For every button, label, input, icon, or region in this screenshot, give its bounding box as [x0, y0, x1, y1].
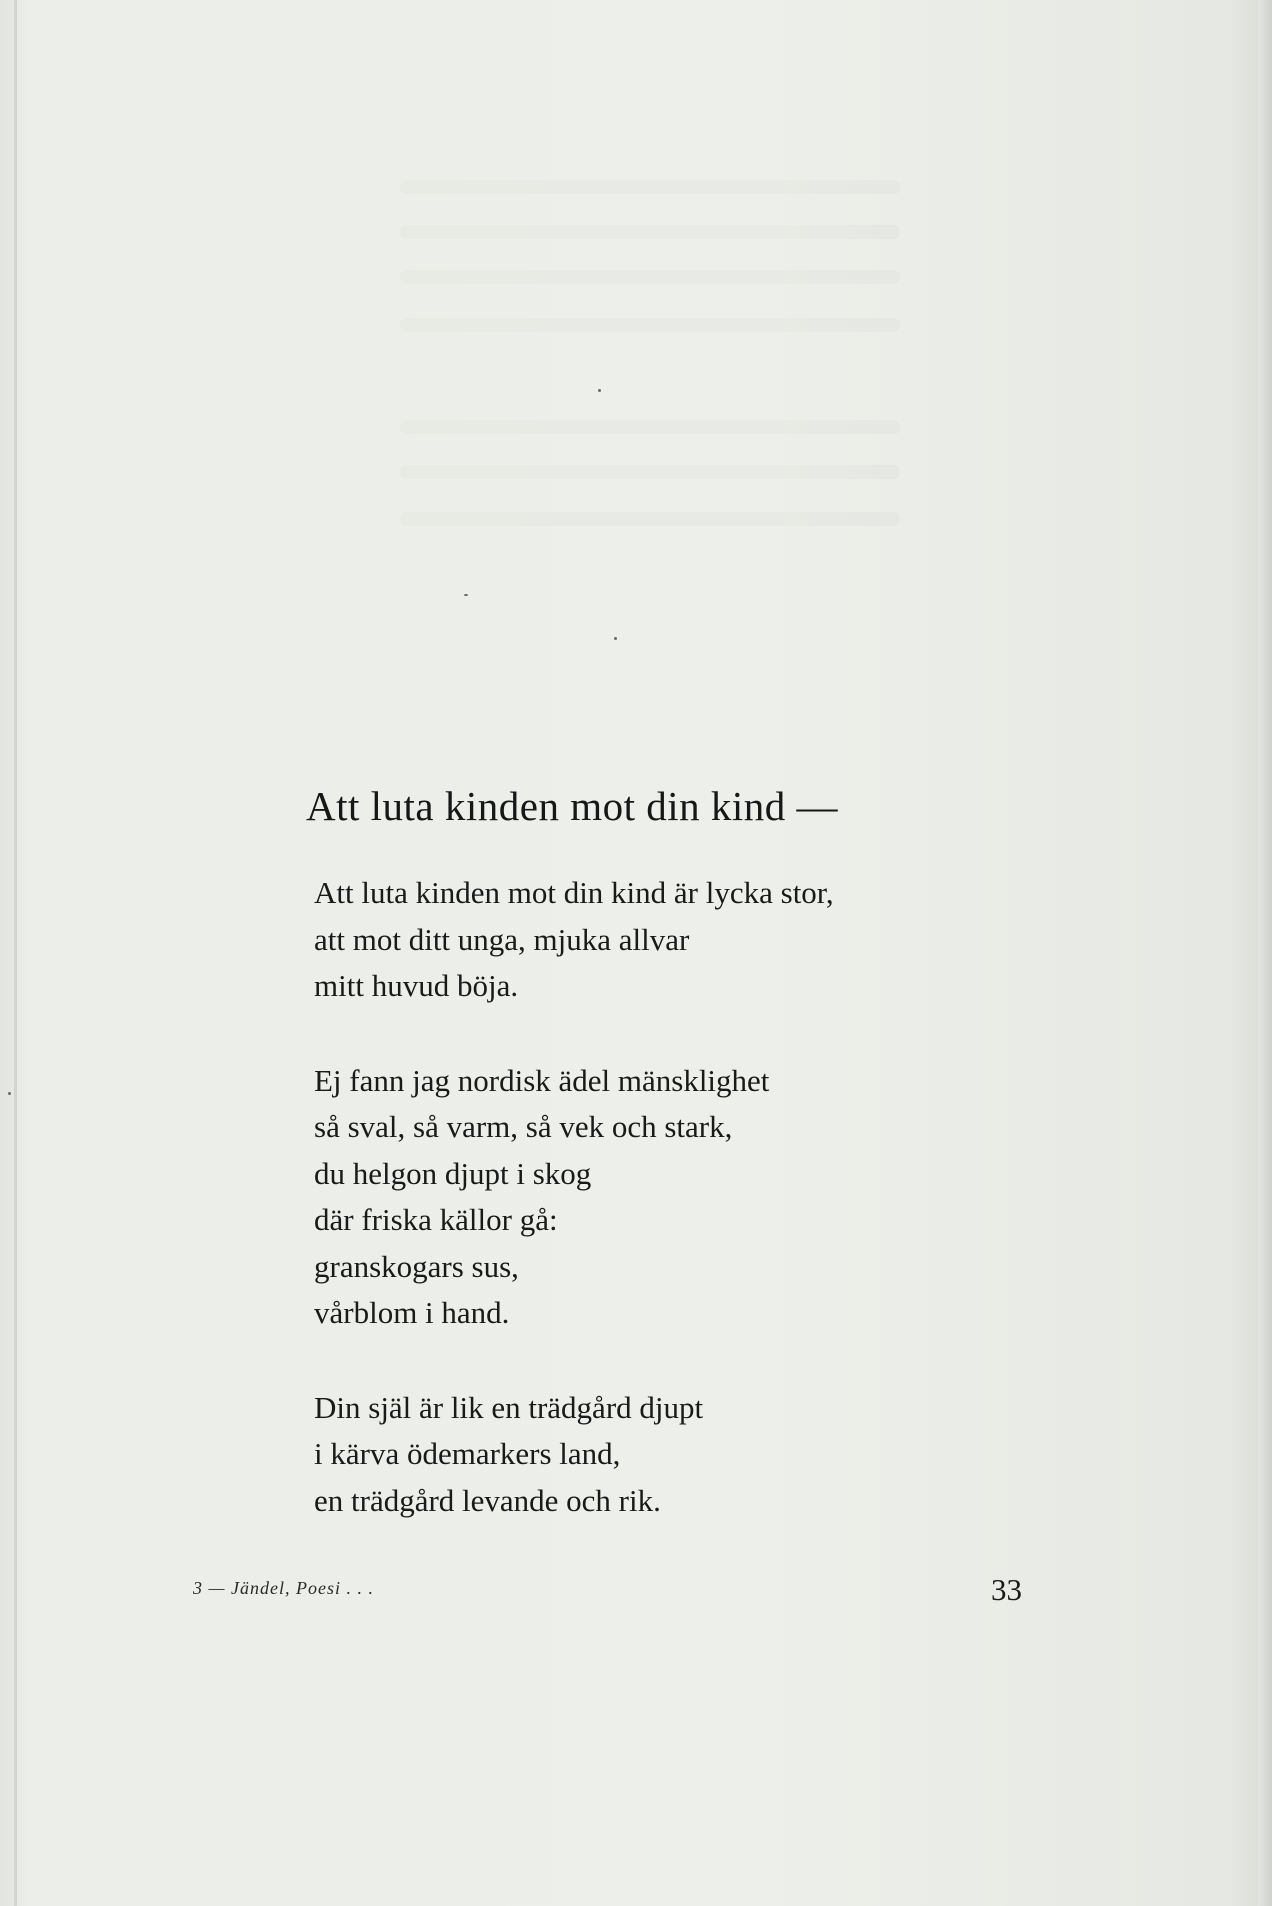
paper-speck — [614, 637, 617, 640]
poem-line: att mot ditt unga, mjuka allvar — [314, 921, 690, 957]
page-right-edge — [1258, 0, 1272, 1906]
poem-line: Din själ är lik en trädgård djupt — [314, 1389, 704, 1425]
show-through-line — [400, 270, 900, 284]
stanza — [314, 1058, 834, 1337]
paper-speck — [598, 389, 601, 392]
page-left-edge — [14, 0, 17, 1906]
poem-body — [314, 870, 834, 1572]
stanza — [314, 870, 834, 1010]
signature-mark: 3 — Jändel, Poesi . . . — [193, 1578, 374, 1598]
show-through-line — [400, 465, 900, 479]
poem-line: Ej fann jag nordisk ädel mänsklighet — [314, 1062, 770, 1098]
page-number: 33 — [991, 1572, 1022, 1607]
poem-title: Att luta kinden mot din kind — — [306, 783, 839, 829]
paper-speck — [8, 1092, 11, 1095]
poem-line: vårblom i hand. — [314, 1295, 510, 1330]
poem-line: Att luta kinden mot din kind är lycka stor, — [314, 875, 834, 910]
poem-line: granskogars sus, — [314, 1248, 519, 1284]
show-through-line — [400, 318, 900, 332]
poem-line: i kärva ödemarkers land, — [314, 1436, 621, 1471]
show-through-line — [400, 180, 900, 194]
show-through-line — [400, 225, 900, 239]
stanza — [314, 1385, 834, 1525]
poem-line: där friska källor gå: — [314, 1202, 558, 1237]
show-through-line — [400, 420, 900, 434]
poem-line: mitt huvud böja. — [314, 968, 519, 1003]
show-through-line — [400, 512, 900, 526]
poem-line: så sval, så varm, så vek och stark, — [314, 1109, 733, 1144]
poem-line: en trädgård levande och rik. — [314, 1482, 661, 1518]
poem-line: du helgon djupt i skog — [314, 1155, 592, 1191]
paper-speck — [464, 594, 468, 596]
